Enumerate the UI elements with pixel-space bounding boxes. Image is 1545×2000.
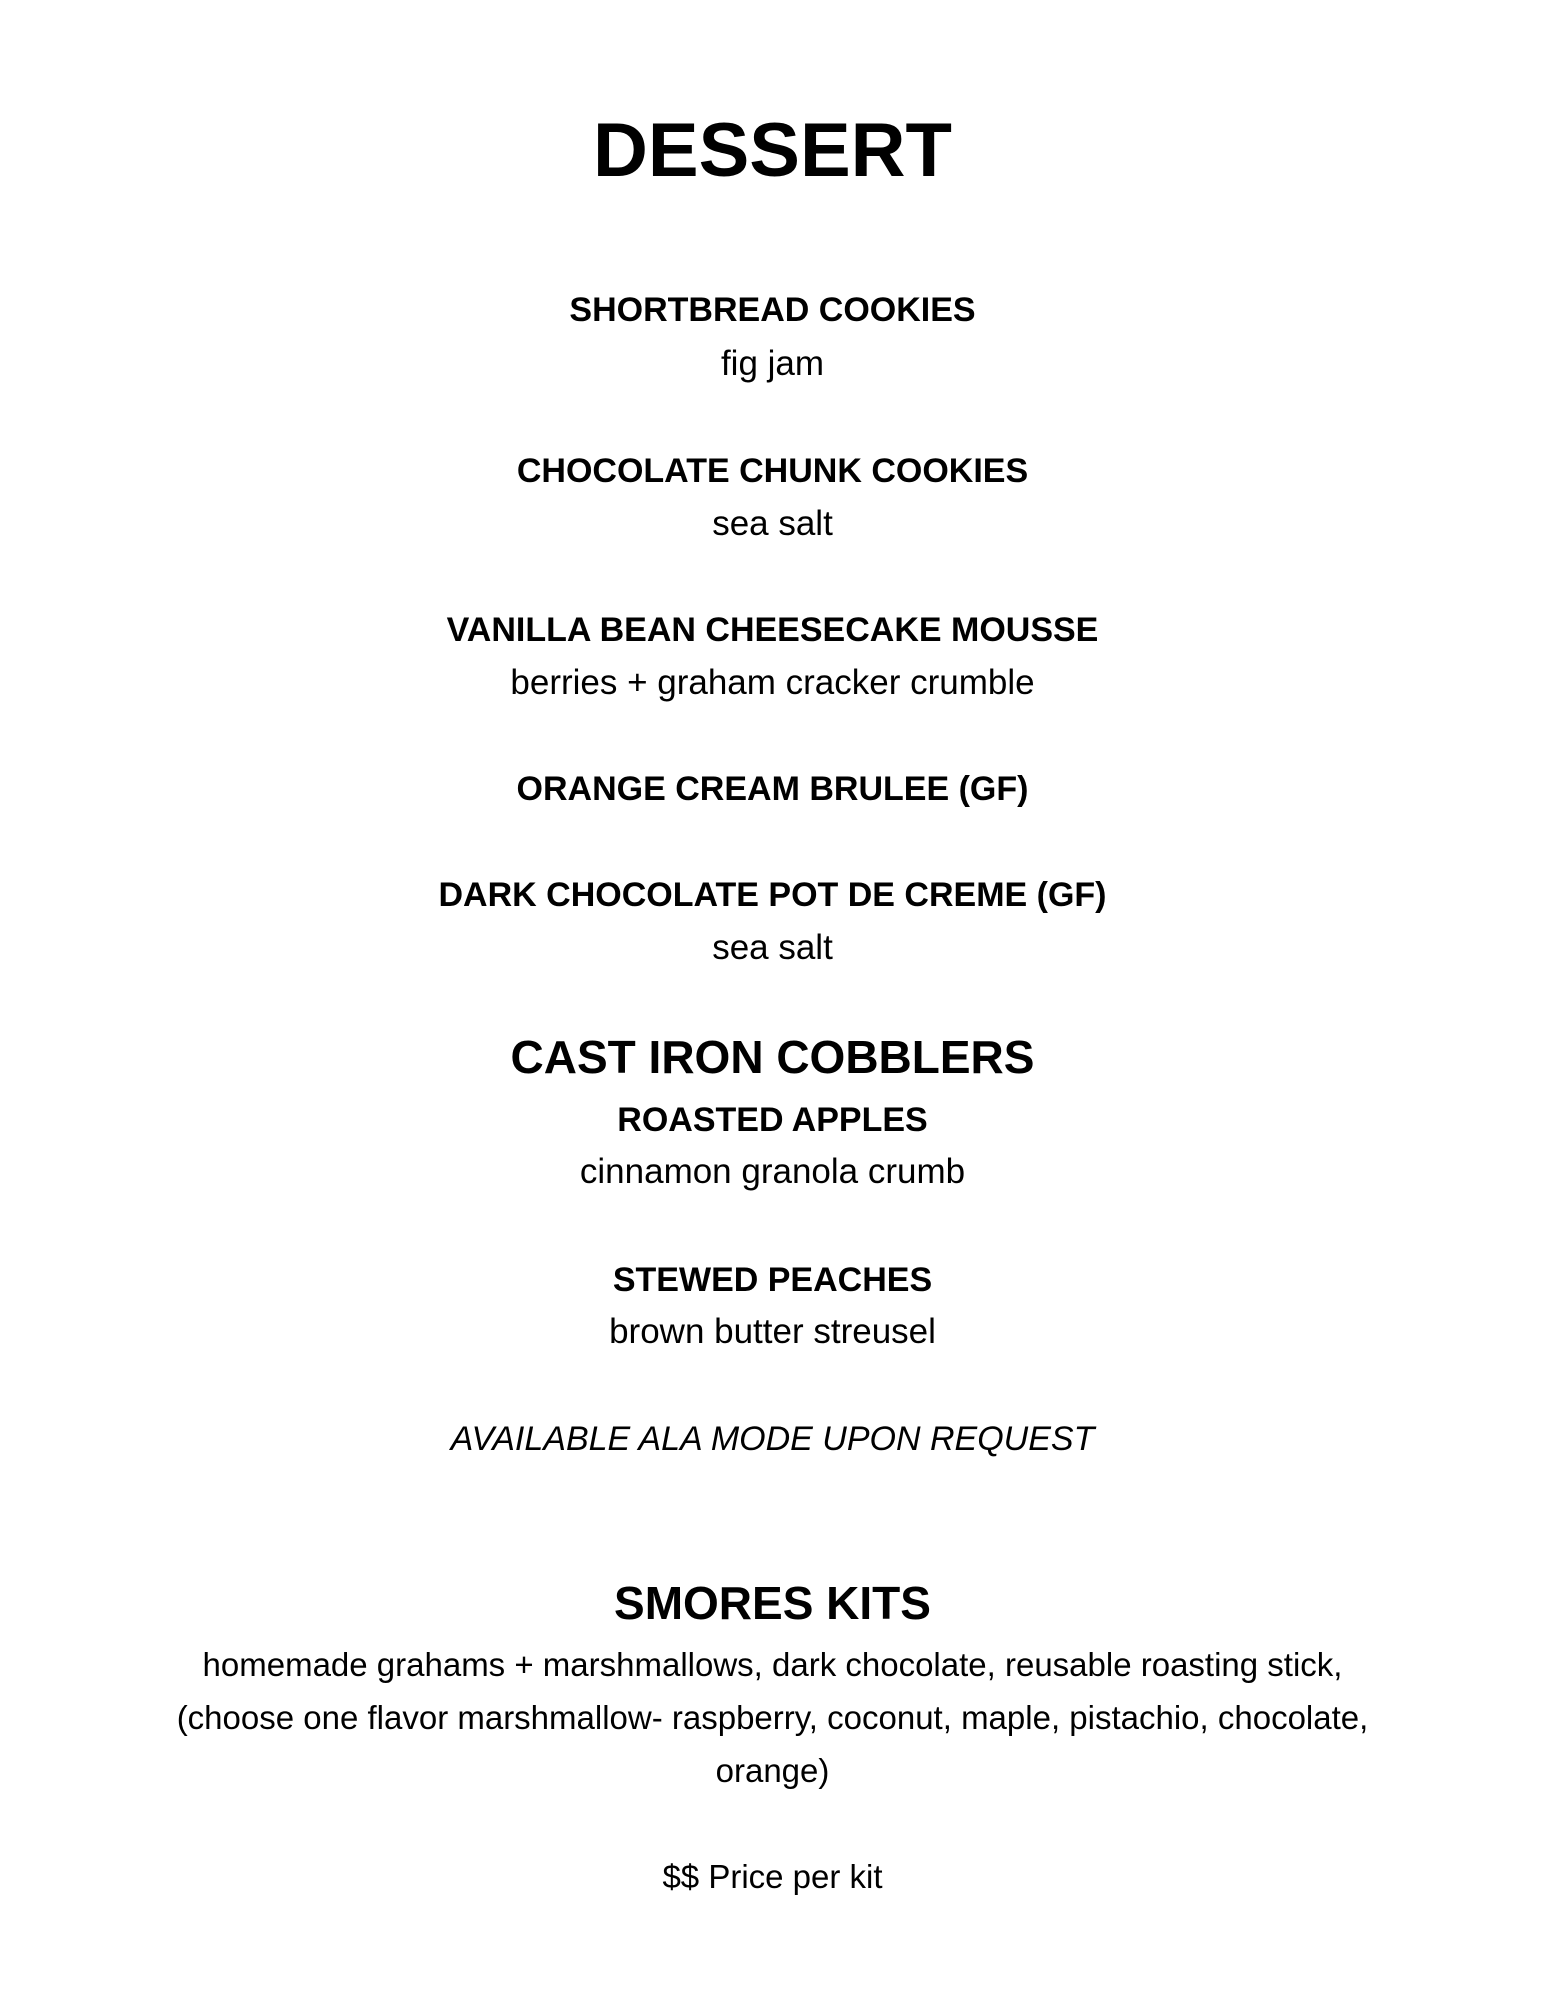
smores-description-line: (choose one flavor marshmallow- raspberry, coconut, maple, pistachio, chocolate, (176, 1699, 1369, 1736)
item-description: sea salt (712, 928, 833, 967)
item-name: ORANGE CREAM BRULEE (GF) (516, 770, 1029, 808)
item-name: VANILLA BEAN CHEESECAKE MOUSSE (446, 611, 1099, 649)
item-description: brown butter streusel (609, 1312, 936, 1351)
item-name: CHOCOLATE CHUNK COOKIES (516, 452, 1029, 490)
item-description: cinnamon granola crumb (579, 1152, 966, 1191)
item-description: fig jam (720, 344, 825, 383)
item-name: ROASTED APPLES (617, 1101, 928, 1139)
item-name: SHORTBREAD COOKIES (569, 291, 976, 329)
cobblers-heading: CAST IRON COBBLERS (510, 1031, 1035, 1083)
smores-price: $$ Price per kit (662, 1858, 883, 1895)
smores-heading: SMORES KITS (614, 1577, 931, 1629)
item-name: DARK CHOCOLATE POT DE CREME (GF) (438, 876, 1107, 914)
item-description: sea salt (712, 504, 833, 543)
smores-description-line: homemade grahams + marshmallows, dark chocolate, reusable roasting stick, (202, 1646, 1343, 1683)
item-name: STEWED PEACHES (612, 1261, 933, 1299)
ala-mode-note: AVAILABLE ALA MODE UPON REQUEST (450, 1420, 1095, 1458)
smores-description-line: orange) (715, 1752, 830, 1789)
menu-title: DESSERT (593, 108, 952, 193)
item-description: berries + graham cracker crumble (510, 663, 1035, 702)
